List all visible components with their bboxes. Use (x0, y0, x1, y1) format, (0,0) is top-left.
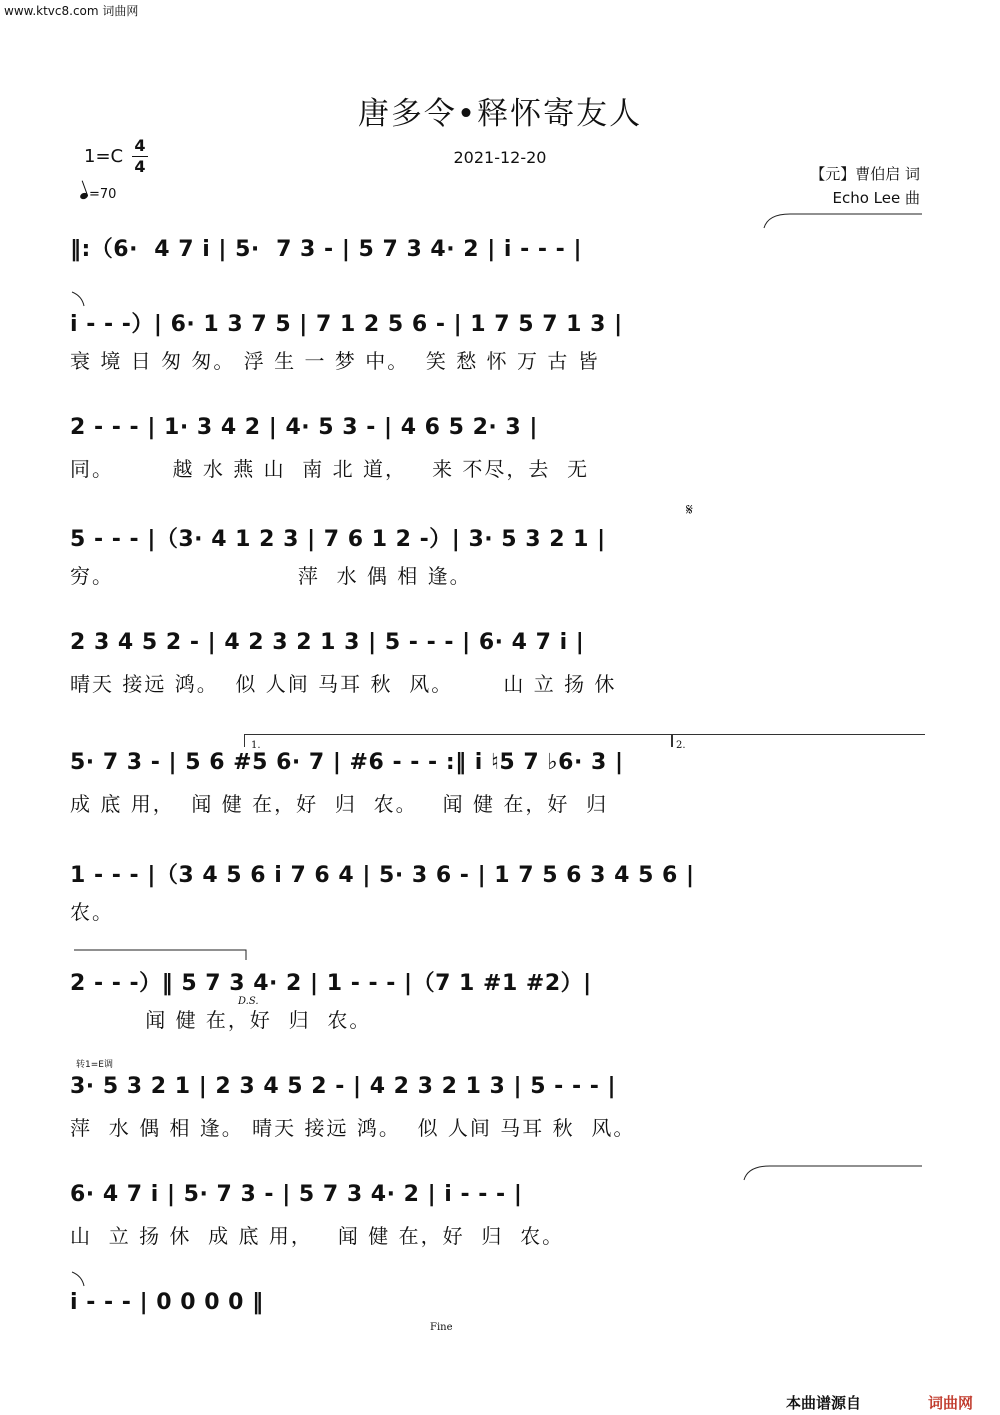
lyrics: 晴天 接远 鸿。 似 人间 马耳 秋 风。 山 立 扬 休 (70, 672, 617, 696)
ds-mark: D.S. (238, 996, 259, 1007)
fine-mark: Fine (430, 1322, 453, 1333)
lyrics: 萍 水 偶 相 逢。 晴天 接远 鸿。 似 人间 马耳 秋 风。 (70, 1116, 636, 1140)
lyrics: 山 立 扬 休 成 底 用， 闻 健 在，好 归 农。 (70, 1224, 565, 1248)
tempo-value: =70 (89, 187, 117, 202)
notes: ‖:（6· 4 7 i | 5· 7 3 - | 5 7 3 4· 2 | i - - - | (70, 237, 583, 262)
footer-source-label: 本曲谱源自 (786, 1394, 862, 1412)
time-sig-denominator: 4 (134, 157, 146, 176)
time-sig-numerator: 4 (134, 136, 146, 155)
notes: 1 - - - |（3 4 5 6 i 7 6 4 | 5· 3 6 - | 1 7 5 6 3 4 5 6 | (70, 863, 695, 888)
tie-arc (72, 292, 84, 306)
notes: i - - - | 0 0 0 0 ‖ (70, 1290, 264, 1315)
lyrics: 同。 越 水 燕 山 南 北 道， 来 不尽，去 无 (70, 457, 590, 481)
modulation-mark: 转1=E调 (76, 1060, 113, 1070)
notes: 2 - - - | 1· 3 4 2 | 4· 5 3 - | 4 6 5 2· 3 | (70, 415, 538, 440)
notes: 6· 4 7 i | 5· 7 3 - | 5 7 3 4· 2 | i - - - | (70, 1182, 523, 1207)
lyrics: 闻 健 在，好 归 农。 (70, 1008, 372, 1032)
volta-2: 2. (676, 740, 686, 751)
volta-1: 1. (251, 740, 261, 751)
key-signature: 1=C (84, 146, 124, 167)
notes: 2 3 4 5 2 - | 4 2 3 2 1 3 | 5 - - - | 6· 4 7 i | (70, 630, 585, 655)
tie-arc (74, 950, 246, 960)
lyrics: 成 底 用， 闻 健 在，好 归 农。 闻 健 在，好 归 (70, 792, 609, 816)
lyrics: 穷。 萍 水 偶 相 逢。 (70, 564, 472, 588)
notes: 5 - - - |（3· 4 1 2 3 | 7 6 1 2 -）| 3· 5 3 2 1 | (70, 527, 606, 552)
footer-site-logo[interactable]: 词曲网 (928, 1394, 974, 1412)
tie-arc (744, 1166, 922, 1180)
segno-icon: 𝄋 (686, 500, 693, 519)
notes: 5· 7 3 - | 5 6 #5 6· 7 | #6 - - - :‖ i ♮5 7 ♭6· 3 | (70, 750, 624, 775)
lyrics: 农。 (70, 900, 114, 924)
tie-arc (72, 1272, 84, 1286)
song-title: 唐多令•释怀寄友人 (357, 96, 643, 132)
tie-arc (764, 214, 922, 228)
composer: Echo Lee 曲 (832, 189, 920, 207)
notes: 2 - - -）‖ 5 7 3 4· 2 | 1 - - - |（7 1 #1 #2）| (70, 971, 592, 996)
notes: 3· 5 3 2 1 | 2 3 4 5 2 - | 4 2 3 2 1 3 | 5 - - - | (70, 1074, 617, 1099)
notes: i - - -）| 6· 1 3 7 5 | 7 1 2 5 6 - | 1 7 5 7 1 3 | (70, 312, 623, 337)
lyrics: 衰 境 日 匆 匆。 浮 生 一 梦 中。 笑 愁 怀 万 古 皆 (70, 349, 600, 373)
date: 2021-12-20 (453, 148, 547, 167)
watermark: www.ktvc8.com 词曲网 (4, 4, 139, 18)
lyricist: 【元】曹伯启 词 (810, 165, 920, 183)
